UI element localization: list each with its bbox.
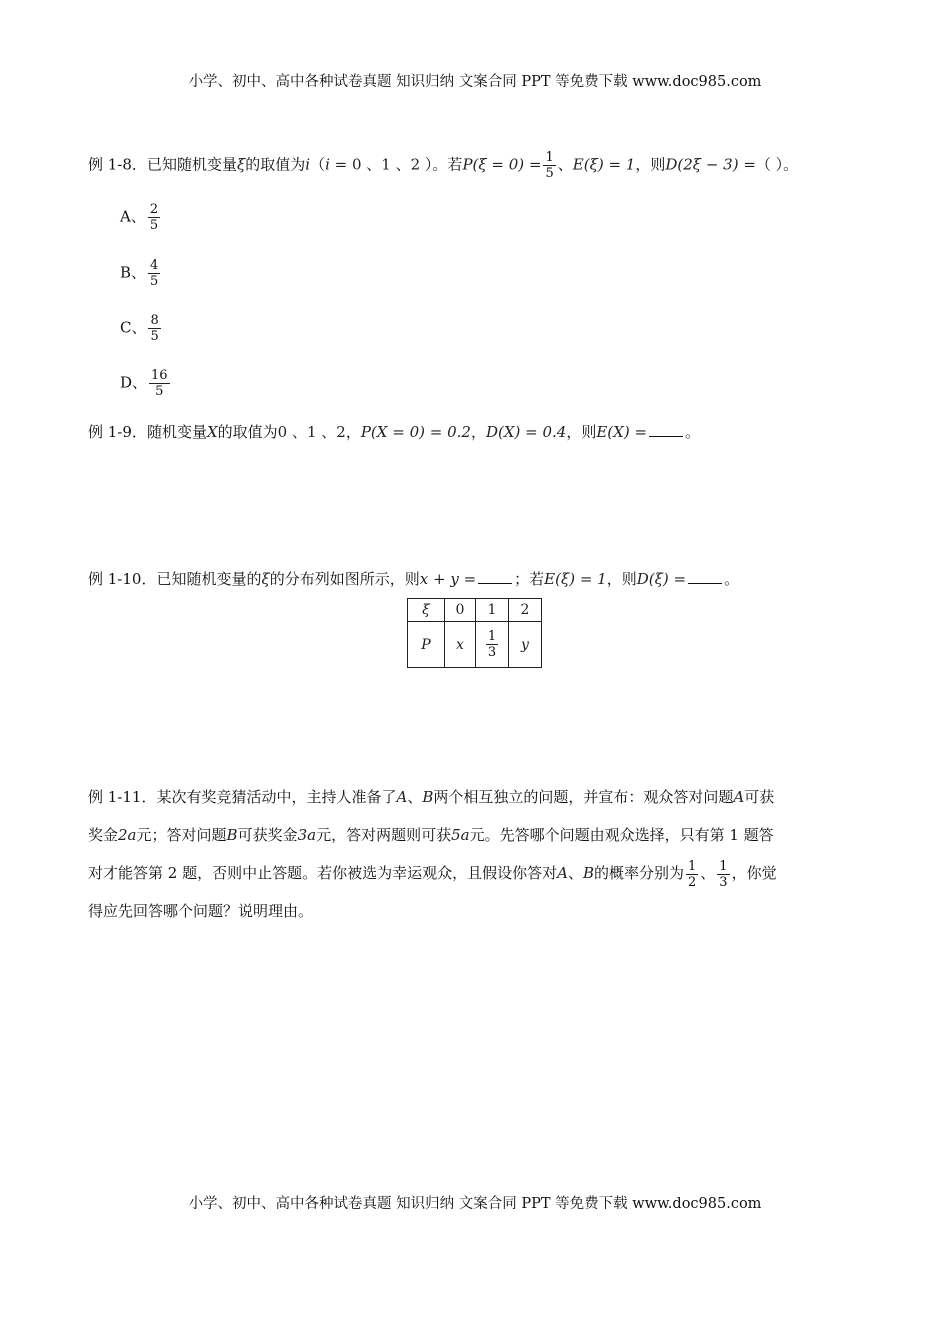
option-fraction (148, 258, 160, 289)
q10-text-1: 已知随机变量的 (156, 570, 262, 588)
q11-text: 、 (407, 788, 423, 806)
fraction-denominator: 3 (719, 874, 728, 890)
q11-text: 对才能答第 2 题，否则中止答题。若你被选为幸运观众，且假设你答对 (88, 864, 558, 882)
table-cell: P (408, 622, 445, 668)
q8-i: i (305, 155, 311, 174)
q9-text-6: 。 (685, 423, 701, 441)
q8-answer-paren: （ ）。 (755, 155, 799, 174)
q11-text: 奖金 (88, 826, 119, 844)
answer-blank[interactable] (649, 422, 683, 437)
q9-vals: 0 、1 、2 (277, 423, 346, 441)
q11-text: 的概率分别为 (593, 864, 684, 882)
question-1-11 (88, 778, 868, 930)
option-fraction (148, 313, 160, 344)
option-fraction (149, 368, 170, 399)
fraction-denominator: 5 (150, 274, 159, 289)
table-row (408, 599, 542, 622)
fraction-denominator: 5 (149, 218, 159, 233)
fraction-denominator: 5 (155, 384, 164, 399)
q11-var: B (422, 788, 434, 806)
q8-text-3: ，则 (635, 155, 666, 174)
fraction-denominator: 5 (150, 329, 159, 344)
q11-var: B (226, 826, 238, 844)
table-cell (476, 622, 509, 668)
q8-xi: ξ (236, 155, 246, 174)
q11-var: B (582, 864, 594, 882)
q11-amount: 3a (297, 826, 317, 844)
q9-d-expr: D(X) = 0.4 (485, 423, 567, 441)
table-fraction (486, 629, 498, 660)
option-label: D、 (120, 373, 148, 392)
q8-text-1: 已知随机变量 (146, 155, 237, 174)
q11-text: 得应先回答哪个问题？说明理由。 (88, 902, 314, 920)
fraction-denominator: 3 (487, 645, 497, 660)
q11-line-1 (88, 778, 868, 816)
question-label: 例 1-9． (88, 423, 147, 441)
option-b[interactable] (120, 258, 162, 289)
q11-amount: 2a (118, 826, 137, 844)
q8-fraction (543, 150, 555, 181)
q9-text-3: ， (345, 423, 361, 441)
option-a[interactable] (120, 202, 162, 233)
q11-line-3 (88, 854, 868, 892)
q10-text-2: 的分布列如图所示，则 (269, 570, 420, 588)
q8-sep: 、 (557, 155, 573, 174)
q11-var: A (733, 788, 745, 806)
q11-text: 可获 (744, 788, 775, 806)
q10-e-expr: E(ξ) = 1 (544, 570, 607, 588)
question-1-9 (88, 421, 700, 442)
question-label: 例 1-8． (88, 155, 147, 174)
q10-sum-expr: x + y = (419, 570, 477, 588)
option-label: B、 (120, 263, 147, 282)
q10-text-4: ，则 (606, 570, 637, 588)
answer-blank[interactable] (688, 569, 722, 584)
q8-e-expr: E(ξ) = 1 (572, 155, 636, 174)
q9-text-2: 的取值为 (217, 423, 278, 441)
q11-line-2 (88, 816, 868, 854)
q8-icond: i (325, 155, 330, 174)
q8-ivals: = 0 、1 、2 (329, 155, 425, 174)
q9-p-expr: P(X = 0) = 0.2 (360, 423, 471, 441)
q11-fraction (686, 859, 698, 890)
fraction-numerator: 2 (149, 202, 159, 217)
page-footer: 小学、初中、高中各种试卷真题 知识归纳 文案合同 PPT 等免费下载 www.doc985.com (188, 1196, 762, 1212)
q10-d-expr: D(ξ) = (636, 570, 687, 588)
fraction-numerator: 1 (487, 629, 497, 644)
q8-p-expr: P(ξ = 0) = (462, 155, 542, 174)
table-cell: x (445, 622, 476, 668)
q11-text: 可获奖金 (237, 826, 298, 844)
answer-blank[interactable] (478, 569, 512, 584)
fraction-numerator: 1 (688, 858, 697, 874)
fraction-numerator: 1 (719, 858, 728, 874)
q11-var: A (396, 788, 408, 806)
q9-text-1: 随机变量 (146, 423, 207, 441)
table-cell: 1 (476, 599, 509, 622)
q9-x: X (206, 423, 218, 441)
table-cell: 0 (445, 599, 476, 622)
table-cell: 2 (509, 599, 542, 622)
q10-text-5: 。 (724, 570, 740, 588)
table-row (408, 622, 542, 668)
question-label: 例 1-10． (88, 570, 157, 588)
q11-text: 元，答对两题则可获 (316, 826, 452, 844)
fraction-numerator: 1 (545, 150, 554, 165)
question-1-8 (88, 150, 798, 181)
q8-text-2: 的取值为 (245, 155, 306, 174)
q11-text: ，你觉 (731, 864, 777, 882)
fraction-numerator: 16 (151, 368, 168, 383)
question-label: 例 1-11． (88, 788, 157, 806)
q9-text-4: ， (470, 423, 486, 441)
distribution-table (407, 598, 542, 668)
q11-amount: 5a (451, 826, 470, 844)
fraction-numerator: 8 (150, 313, 159, 328)
q9-text-5: ，则 (566, 423, 597, 441)
q10-text-3: ；若 (514, 570, 545, 588)
question-1-10 (88, 568, 739, 589)
table-cell: y (509, 622, 542, 668)
q8-paren: （ (310, 155, 326, 174)
q10-xi: ξ (261, 570, 270, 588)
q11-fraction (717, 859, 729, 890)
q11-text: 两个相互独立的问题，并宣布：观众答对问题 (433, 788, 734, 806)
fraction-numerator: 4 (150, 258, 159, 273)
q8-d-expr: D(2ξ − 3) = (665, 155, 756, 174)
q9-e-expr: E(X) = (596, 423, 648, 441)
table-cell: ξ (408, 599, 445, 622)
option-c[interactable] (120, 313, 163, 344)
q11-text: 、 (700, 864, 716, 882)
q11-text: 元；答对问题 (136, 826, 227, 844)
option-fraction (148, 202, 160, 233)
option-label: C、 (120, 318, 147, 337)
page-header: 小学、初中、高中各种试卷真题 知识归纳 文案合同 PPT 等免费下载 www.doc985.com (188, 74, 762, 90)
q11-var: A (557, 864, 568, 882)
q11-text: 某次有奖竞猜活动中，主持人准备了 (156, 788, 397, 806)
fraction-denominator: 2 (688, 874, 697, 890)
fraction-denominator: 5 (545, 166, 554, 181)
q11-line-4 (88, 892, 868, 930)
option-label: A、 (120, 207, 146, 226)
option-d[interactable] (120, 368, 172, 399)
q11-text: 、 (567, 864, 583, 882)
q11-text: 元。先答哪个问题由观众选择，只有第 1 题答 (469, 826, 774, 844)
q8-paren-close: ）。若 (424, 155, 463, 174)
